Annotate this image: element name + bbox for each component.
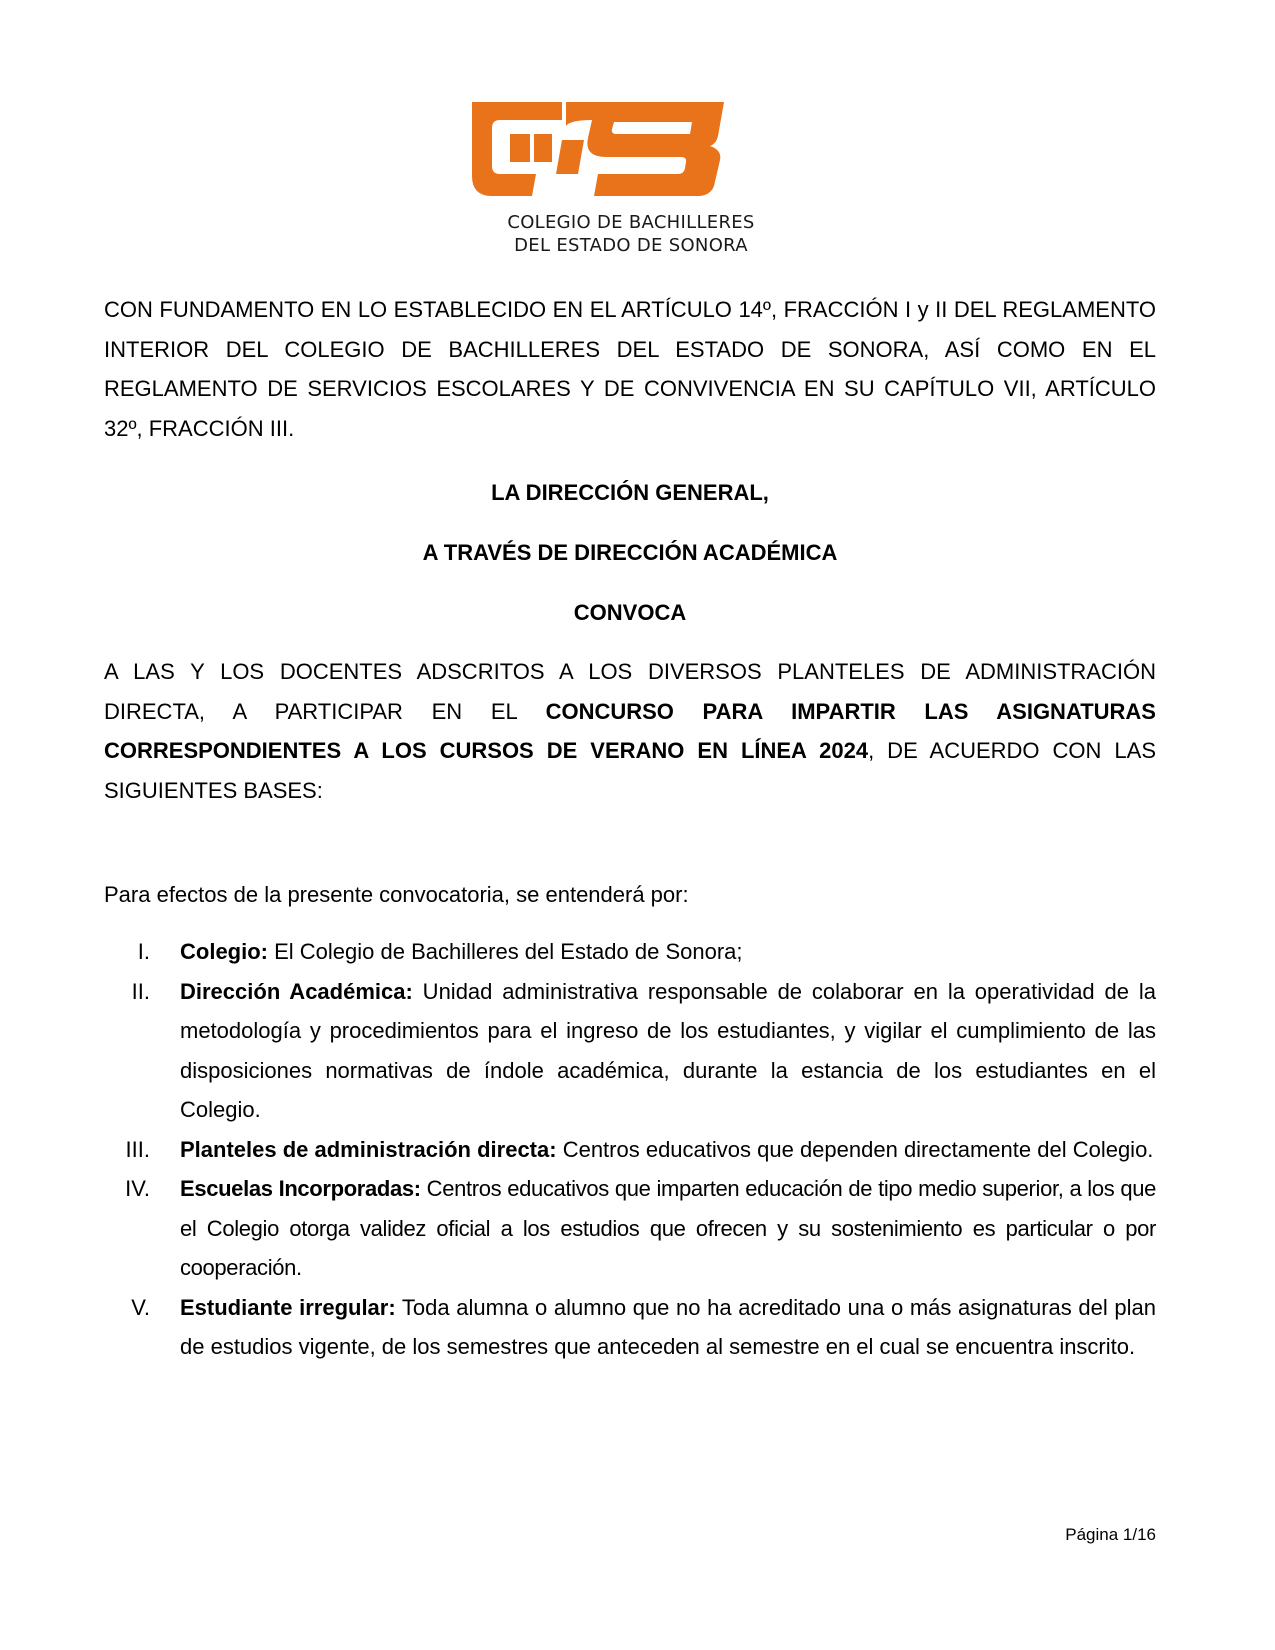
call-text-part2: , DE ACUERDO CON LAS SIGUIENTES BASES: [104, 738, 1156, 803]
definition-term: Escuelas Incorporadas: [180, 1176, 421, 1201]
definition-item [104, 1169, 1156, 1288]
page-number: Página 1/16 [1065, 1525, 1156, 1544]
definition-number: V. [131, 1294, 150, 1320]
definition-text [180, 932, 1156, 972]
logo-text-line2: DEL ESTADO DE SONORA [514, 235, 748, 256]
definitions-intro: Para efectos de la presente convocatoria, se entenderá por: [104, 882, 689, 907]
definition-term: Planteles de administración directa: [180, 1136, 557, 1162]
definition-description: Unidad administrativa responsable de colaborar en la operatividad de la metodología y procedimientos para el ingreso de los estudiantes, y vigilar el cumplimiento de las disposiciones normativas de índole académica, durante la estancia de los estudiantes en el Colegio. [180, 978, 1156, 1122]
definition-term: Dirección Académica: [180, 978, 413, 1004]
definition-description: Centros educativos que dependen directamente del Colegio. [556, 1136, 1154, 1162]
call-text-part1: A LAS Y LOS DOCENTES ADSCRITOS A LOS DIVERSOS PLANTELES DE ADMINISTRACIÓN DIRECTA, A PARTICIPAR EN EL [104, 659, 1156, 724]
call-paragraph [104, 652, 1156, 810]
definition-text [180, 1288, 1156, 1367]
call-text-contest-title: CONCURSO PARA IMPARTIR LAS ASIGNATURAS CORRESPONDIENTES A LOS CURSOS DE VERANO EN LÍNEA 2024 [104, 698, 1156, 763]
definition-item [104, 972, 1156, 1130]
definition-number: I. [137, 939, 150, 964]
heading-direccion-general: LA DIRECCIÓN GENERAL, [491, 480, 769, 505]
definition-description: El Colegio de Bachilleres del Estado de Sonora; [268, 939, 743, 964]
definition-number: III. [125, 1136, 150, 1162]
definitions-list [104, 932, 1156, 1367]
definition-item [104, 932, 1156, 972]
institution-logo [466, 100, 796, 260]
definition-number: IV. [125, 1176, 150, 1201]
definition-item [104, 1130, 1156, 1170]
heading-convoca: CONVOCA [573, 600, 687, 625]
definition-text [180, 1169, 1156, 1288]
definition-term: Colegio: [180, 939, 268, 964]
definition-number: II. [131, 978, 150, 1004]
definition-item [104, 1288, 1156, 1367]
definition-text [180, 1130, 1156, 1170]
logo-text-line1: COLEGIO DE BACHILLERES [507, 212, 755, 233]
heading-direccion-academica: A TRAVÉS DE DIRECCIÓN ACADÉMICA [422, 540, 838, 565]
definition-text [180, 972, 1156, 1130]
definition-description: Toda alumna o alumno que no ha acreditado una o más asignaturas del plan de estudios vigente, de los semestres que anteceden al semestre en el cual se encuentra inscrito. [180, 1294, 1156, 1359]
definition-term: Estudiante irregular: [180, 1294, 396, 1320]
definition-description: Centros educativos que imparten educación de tipo medio superior, a los que el Colegio otorga validez oficial a los estudios que ofrecen y su sostenimiento es particular o por cooperación. [180, 1176, 1156, 1280]
intro-paragraph: CON FUNDAMENTO EN LO ESTABLECIDO EN EL ARTÍCULO 14º, FRACCIÓN I y II DEL REGLAMENTO INTERIOR DEL COLEGIO DE BACHILLERES DEL ESTADO DE SONORA, ASÍ COMO EN EL REGLAMENTO DE SERVICIOS ESCOLARES Y DE CONVIVENCIA EN SU CAPÍTULO VII, ARTÍCULO 32º, FRACCIÓN III. [104, 297, 1156, 441]
cobach-emblem-icon [466, 100, 796, 206]
